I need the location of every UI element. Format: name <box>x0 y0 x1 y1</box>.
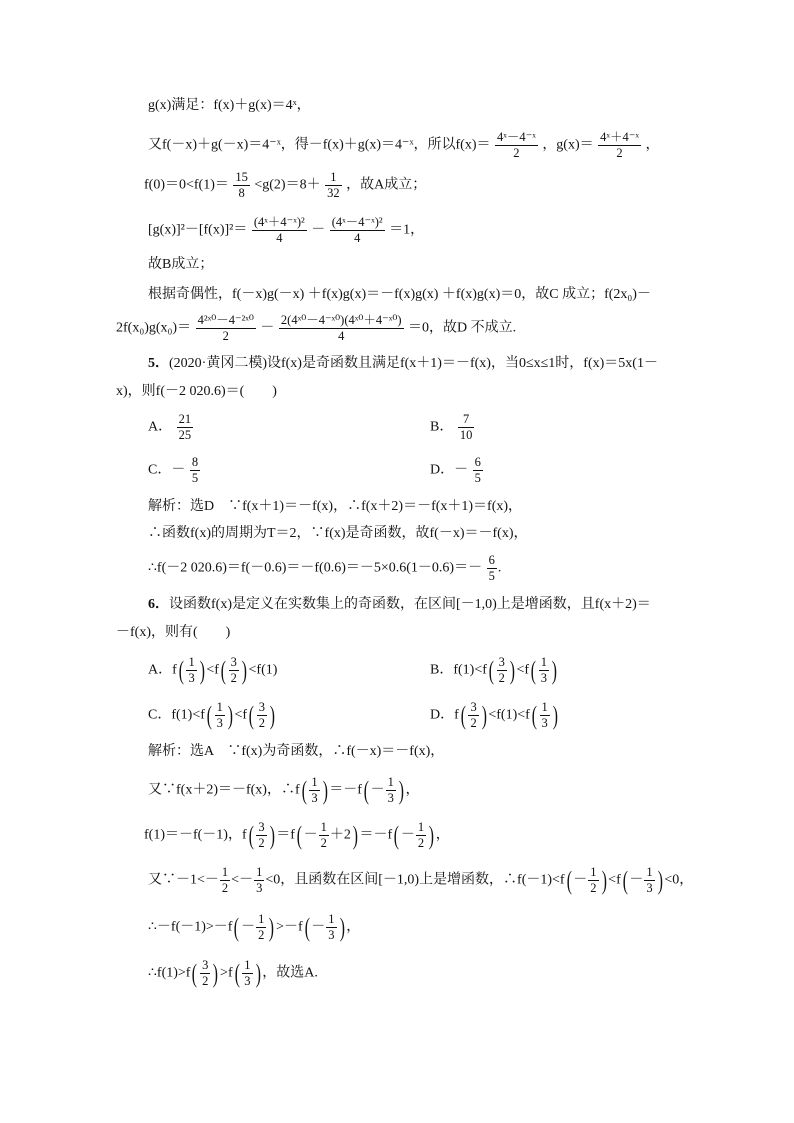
text: 解析：选A ∵f(x)为奇函数，∴f(－x)＝－f(x)， <box>148 744 445 759</box>
text: － <box>260 320 275 336</box>
solution-6-line-6: ∴f(1)>f( $\frac{3}{2}$ ) >f( $\frac{1}{3}$ ) ，故选A. <box>148 958 318 988</box>
solution-6-line-5: ∴－f(－1)>－f( － $\frac{1}{2}$ ) >－f( － $\frac{1}{3}$ ) ， <box>148 912 361 942</box>
solution-6-line-2: 又∵f(x＋2)＝－f(x)，∴f( $\frac{1}{3}$ ) ＝－f( － $\frac{1}{3}$ ) ， <box>148 775 420 805</box>
text: (2020·黄冈二模)设f(x)是奇函数且满足f(x＋1)＝－f(x)，当0≤x≤1时，f(x)＝5x(1－ <box>169 356 658 371</box>
text: ，故选A. <box>262 965 318 981</box>
fraction: $\frac{\text{2(4ˣ⁰－4⁻ˣ⁰)(4ˣ⁰＋4⁻ˣ⁰)}}{4}$ <box>280 313 402 343</box>
option-6-c[interactable]: C．f(1)<f( $\frac{1}{3}$ ) <f( $\frac{3}{2}$ ) <box>148 700 275 730</box>
text: <0， <box>664 872 694 888</box>
text: x)，则f(－2 020.6)＝( ) <box>116 384 277 399</box>
fraction: $\frac{1}{2}$ <box>417 820 425 850</box>
text: <g(2)＝8＋ <box>254 177 321 193</box>
fraction: $\frac{1}{3}$ <box>540 655 547 685</box>
option-5-d[interactable] <box>430 455 484 486</box>
text: <f <box>234 707 248 723</box>
text: B．f(1)<f <box>430 662 487 678</box>
option-5-a[interactable] <box>148 412 194 443</box>
text: <－ <box>231 872 254 888</box>
option-label: A． <box>148 419 173 435</box>
fraction: $\frac{1}{2}$ <box>258 912 265 942</box>
fraction: $\frac{15}{8}$ <box>235 170 248 200</box>
fraction: $\frac{1}{3}$ <box>188 655 195 685</box>
fraction: $\frac{\text{4ˣ－4⁻ˣ}}{2}$ <box>496 130 536 160</box>
text: 根据奇偶性，f(－x)g(－x) ＋f(x)g(x)＝－f(x)g(x) ＋f(x)g(x)＝0，故C 成立；f(2x₀)－ <box>148 287 651 302</box>
solution-line-2 <box>148 130 659 161</box>
text: －f(x)，则有( ) <box>116 625 231 640</box>
fraction: $\frac{3}{2}$ <box>230 655 237 685</box>
option-5-b[interactable] <box>430 412 475 443</box>
question-6-line-2 <box>116 623 230 643</box>
fraction: $\frac{1}{3}$ <box>216 700 223 730</box>
solution-line-6 <box>148 285 651 305</box>
text: ∴f(1)>f <box>148 965 191 981</box>
text: ， <box>346 919 361 935</box>
text: 设函数f(x)是定义在实数集上的奇函数，在区间[－1,0)上是增函数，且f(x＋2)＝ <box>169 597 651 612</box>
text: ，故A成立； <box>346 177 427 193</box>
option-label: B． <box>430 419 454 435</box>
text: g(x)满足：f(x)＋g(x)＝4ˣ， <box>148 98 311 113</box>
text: ＝0，故D 不成立. <box>408 320 517 336</box>
fraction: $\frac{6}{5}$ <box>474 455 481 485</box>
question-5-line-2 <box>116 382 277 402</box>
fraction: $\frac{1}{3}$ <box>328 912 335 942</box>
text: ，g(x)＝ <box>542 137 594 153</box>
option-label: C．－ <box>148 462 186 478</box>
option-5-c[interactable] <box>148 455 201 486</box>
question-number: 6． <box>148 597 169 612</box>
fraction: $\frac{1}{3}$ <box>311 775 318 805</box>
text: ＝－f <box>359 827 393 843</box>
solution-line-1 <box>148 96 311 116</box>
text: <0，且函数在区间[－1,0)上是增函数，∴f(－1)<f <box>265 872 565 888</box>
fraction: $\frac{1}{3}$ <box>256 865 263 895</box>
text: <f(1)<f <box>488 707 530 723</box>
fraction: $\frac{3}{2}$ <box>498 655 505 685</box>
text: ＝1， <box>389 222 425 238</box>
text: 又∵－1<－ <box>148 872 219 888</box>
text: ∴f(－2 020.6)＝f(－0.6)＝－f(0.6)＝－5×0.6(1－0.6)＝－ <box>148 560 483 576</box>
option-6-d[interactable]: D．f( $\frac{3}{2}$ ) <f(1)<f( $\frac{1}{3}$ ) <box>430 700 558 730</box>
fraction: $\frac{3}{2}$ <box>202 958 209 988</box>
fraction: $\frac{3}{2}$ <box>470 700 477 730</box>
solution-5-line-2 <box>148 524 528 544</box>
option-6-b[interactable]: B．f(1)<f( $\frac{3}{2}$ ) <f( $\frac{1}{3}$ ) <box>430 655 557 685</box>
solution-line-7 <box>116 313 516 344</box>
text: 2f(x₀)g(x₀)＝ <box>116 320 192 336</box>
fraction: $\frac{\text{4ˣ＋4⁻ˣ}}{2}$ <box>600 130 639 160</box>
fraction: $\frac{1}{32}$ <box>327 170 340 200</box>
question-number: 5． <box>148 356 169 371</box>
fraction: $\frac{\text{(4ˣ－4⁻ˣ)²}}{4}$ <box>331 215 383 245</box>
fraction: $\frac{1}{3}$ <box>541 700 548 730</box>
solution-5-line-3 <box>148 553 501 584</box>
text: A．f <box>148 662 177 678</box>
text: C．f(1)<f <box>148 707 205 723</box>
text: <f <box>608 872 621 888</box>
text: >－f <box>276 919 303 935</box>
fraction: $\frac{1}{2}$ <box>221 865 229 895</box>
fraction: $\frac{7}{10}$ <box>459 412 473 442</box>
text: D．f <box>430 707 459 723</box>
fraction: $\frac{6}{5}$ <box>488 553 495 583</box>
fraction: $\frac{1}{2}$ <box>590 865 597 895</box>
text: ＝－f <box>329 782 362 798</box>
solution-line-5 <box>148 255 213 275</box>
solution-6-line-4: 又∵－1<－ $\frac{1}{2}$ <－ $\frac{1}{3}$ <0，且函数在区间[－1,0)上是增函数，∴f(－1)<f( － $\frac{1}{2}$ ) <f( － $\frac{1}{3}$ ) <0， <box>148 865 694 895</box>
text: ∴函数f(x)的周期为T＝2，∵f(x)是奇函数，故f(－x)＝－f(x)， <box>148 526 528 541</box>
text: ＝f <box>276 827 295 843</box>
fraction: $\frac{1}{2}$ <box>320 820 327 850</box>
text: 解析：选D ∵f(x＋1)＝－f(x)，∴f(x＋2)＝－f(x＋1)＝f(x)， <box>148 499 523 514</box>
text: f(1)＝－f(－1)，f <box>144 827 247 843</box>
text: ∴－f(－1)>－f <box>148 919 233 935</box>
question-6-line-1 <box>148 595 651 615</box>
text: f(0)＝0<f(1)＝ <box>144 177 229 193</box>
question-5-line-1 <box>148 354 658 374</box>
text: . <box>497 560 502 576</box>
option-label: D．－ <box>430 462 469 478</box>
text: － <box>311 222 326 238</box>
text: ， <box>645 137 660 153</box>
fraction: $\frac{8}{5}$ <box>191 455 199 485</box>
text: [g(x)]²－[f(x)]²＝ <box>148 222 248 238</box>
fraction: $\frac{\text{(4ˣ＋4⁻ˣ)²}}{4}$ <box>253 215 305 245</box>
text: 故B成立； <box>148 257 214 272</box>
fraction: $\frac{1}{3}$ <box>387 775 394 805</box>
fraction: $\frac{3}{2}$ <box>258 700 265 730</box>
fraction: $\frac{\text{4²ˣ⁰－4⁻²ˣ⁰}}{2}$ <box>197 313 254 343</box>
solution-line-3 <box>144 170 426 201</box>
text: <f(1) <box>248 662 278 678</box>
solution-6-line-3: f(1)＝－f(－1)，f( $\frac{3}{2}$ ) ＝f( － $\frac{1}{2}$ ＋2) ＝－f( － $\frac{1}{2}$ ) ， <box>144 820 450 850</box>
option-6-a[interactable]: A．f( $\frac{1}{3}$ ) <f( $\frac{3}{2}$ ) <f(1) <box>148 655 278 685</box>
fraction: $\frac{1}{3}$ <box>244 958 251 988</box>
text: <f <box>516 662 530 678</box>
text: 又f(－x)＋g(－x)＝4⁻ˣ，得－f(x)＋g(x)＝4⁻ˣ，所以f(x)＝ <box>148 137 491 153</box>
text: <f <box>206 662 219 678</box>
fraction: $\frac{1}{3}$ <box>646 865 653 895</box>
fraction: $\frac{21}{25}$ <box>178 412 192 442</box>
fraction: $\frac{3}{2}$ <box>258 820 265 850</box>
text: 又∵f(x＋2)＝－f(x)，∴f <box>148 782 300 798</box>
solution-line-4 <box>148 215 424 246</box>
text: >f <box>220 965 233 981</box>
solution-6-line-1 <box>148 742 444 762</box>
solution-5-line-1 <box>148 497 522 517</box>
text: ， <box>405 782 420 798</box>
text: ， <box>435 827 450 843</box>
